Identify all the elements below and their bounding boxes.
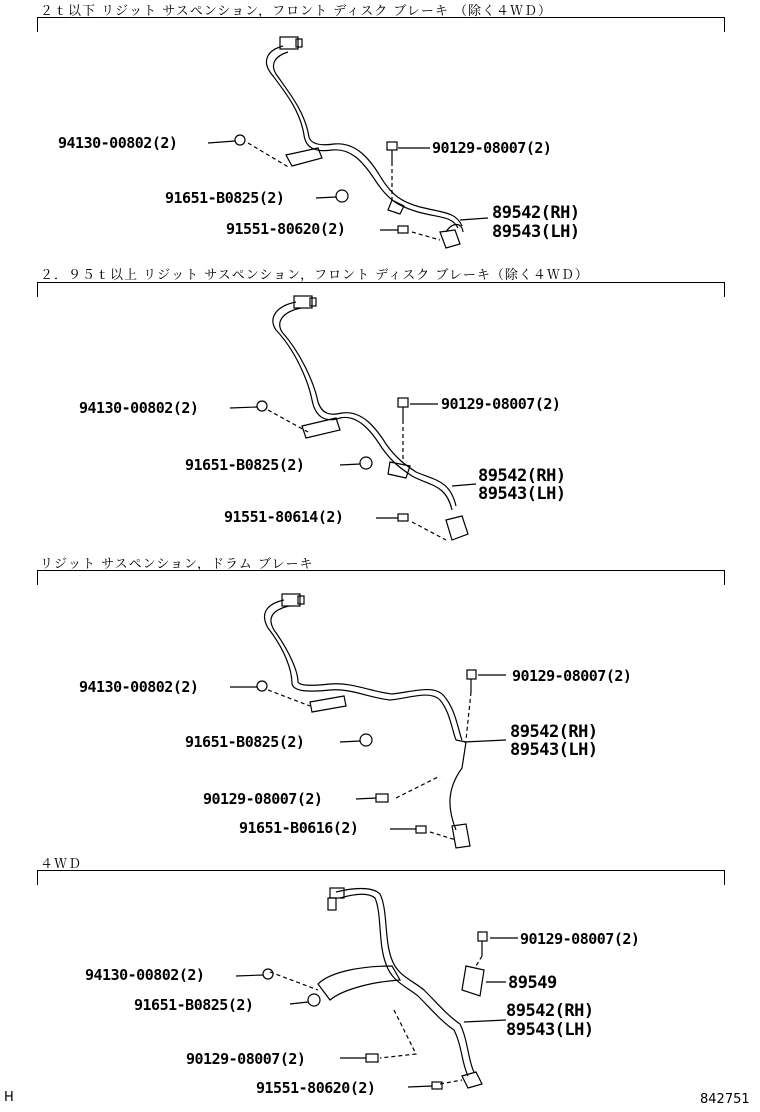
section-1-title: ２ｔ以下 リジット サスペンション，フロント ディスク ブレーキ （除く４ＷＤ）	[40, 4, 552, 19]
s1-label-89543: 89543(LH)	[492, 222, 580, 242]
s3-label-91651-b0616: 91651-B0616(2)	[239, 819, 359, 837]
section-3-drawing	[230, 594, 506, 848]
s3-label-94130: 94130-00802(2)	[79, 678, 199, 696]
s4-label-89549: 89549	[508, 973, 557, 993]
s2-label-89542: 89542(RH)	[478, 466, 566, 486]
figure-number: 842751	[700, 1092, 750, 1107]
section-3-title: リジット サスペンション，ドラム ブレーキ	[40, 557, 314, 572]
s3-label-91651-b0825: 91651-B0825(2)	[185, 733, 305, 751]
section-2-title: ２．９５ｔ以上 リジット サスペンション，フロント ディスク ブレーキ（除く４ＷＤ）	[40, 268, 589, 283]
s1-label-90129: 90129-08007(2)	[432, 139, 552, 157]
s2-label-91651: 91651-B0825(2)	[185, 456, 305, 474]
s4-label-89543: 89543(LH)	[506, 1020, 594, 1040]
s1-label-91551: 91551-80620(2)	[226, 220, 346, 238]
s4-label-91551: 91551-80620(2)	[256, 1079, 376, 1097]
section-2-drawing	[230, 296, 476, 540]
s4-label-91651: 91651-B0825(2)	[134, 996, 254, 1014]
s3-label-90129-bottom: 90129-08007(2)	[203, 790, 323, 808]
footer-left-mark: H	[4, 1090, 14, 1105]
s3-label-89542: 89542(RH)	[510, 722, 598, 742]
s1-label-94130: 94130-00802(2)	[58, 134, 178, 152]
s1-label-91651: 91651-B0825(2)	[165, 189, 285, 207]
s2-label-91551: 91551-80614(2)	[224, 508, 344, 526]
s4-label-90129-top: 90129-08007(2)	[520, 930, 640, 948]
s3-label-89543: 89543(LH)	[510, 740, 598, 760]
s2-label-90129: 90129-08007(2)	[441, 395, 561, 413]
s3-label-90129-top: 90129-08007(2)	[512, 667, 632, 685]
s2-label-89543: 89543(LH)	[478, 484, 566, 504]
s4-label-90129-bottom: 90129-08007(2)	[186, 1050, 306, 1068]
s1-label-89542: 89542(RH)	[492, 203, 580, 223]
s4-label-89542: 89542(RH)	[506, 1001, 594, 1021]
s4-label-94130: 94130-00802(2)	[85, 966, 205, 984]
s2-label-94130: 94130-00802(2)	[79, 399, 199, 417]
section-4-title: ４ＷＤ	[40, 857, 83, 872]
